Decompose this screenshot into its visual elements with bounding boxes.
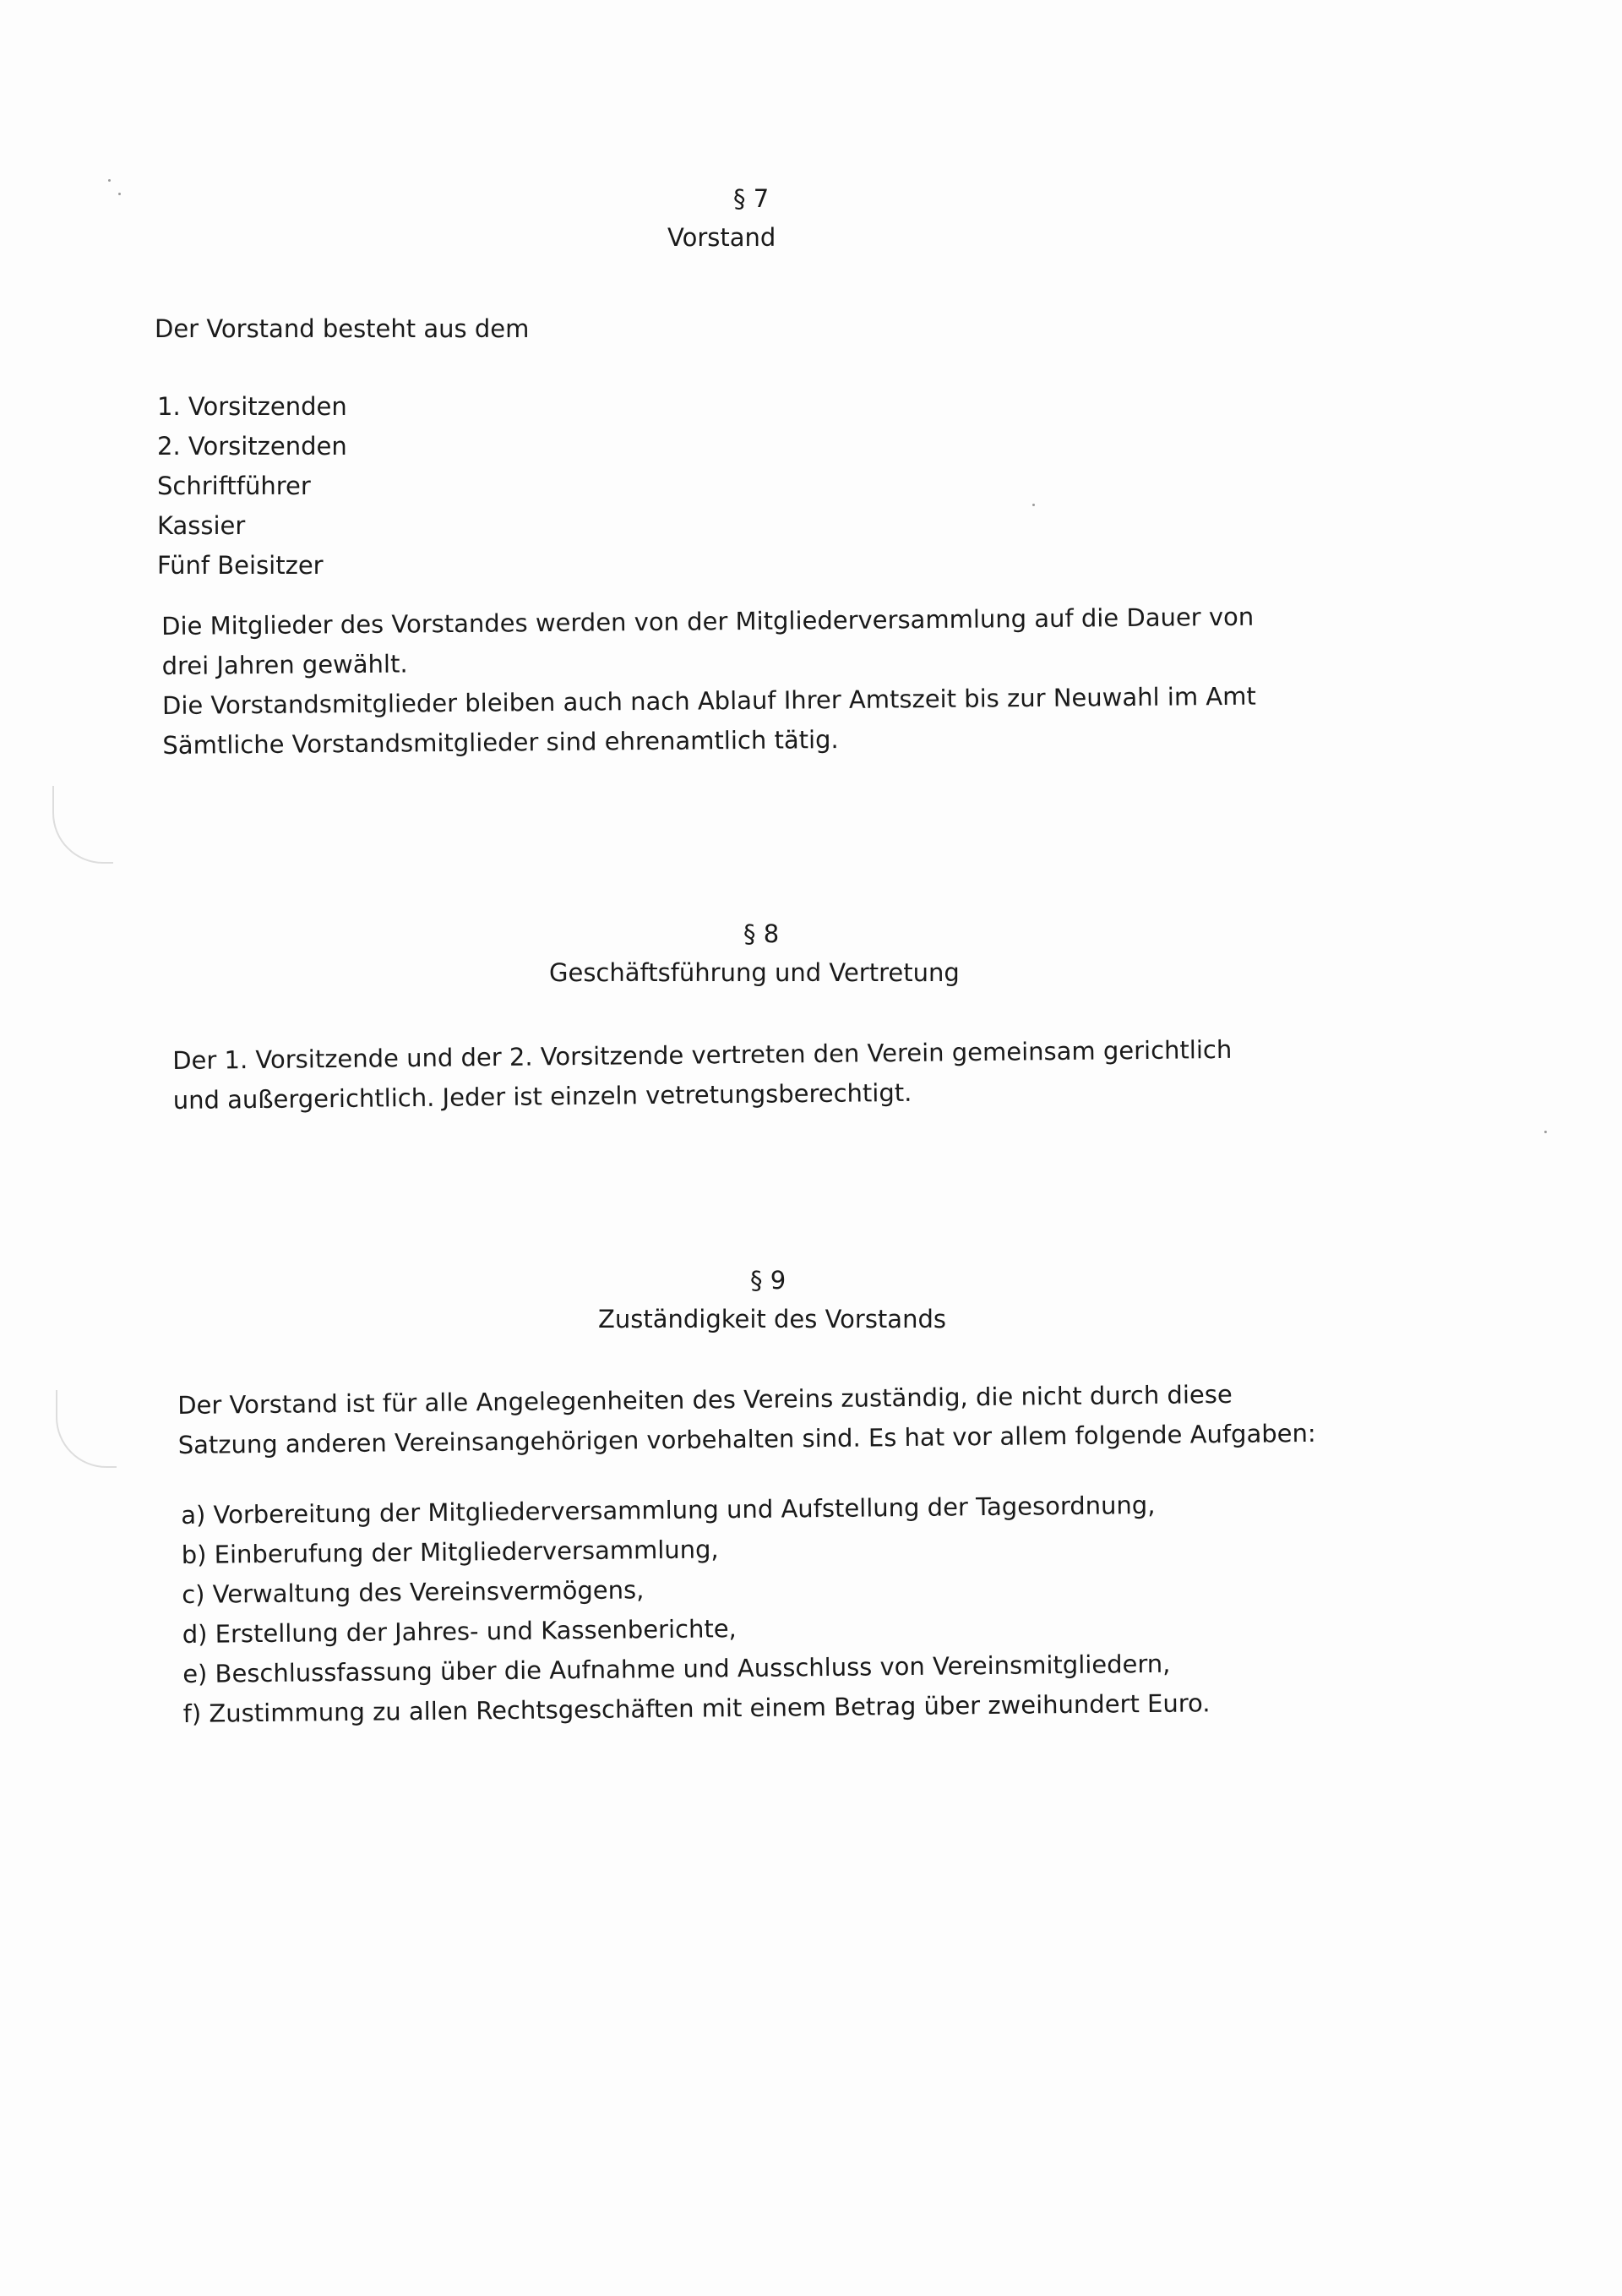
list-item: 2. Vorsitzenden: [157, 432, 347, 461]
section-7-intro: Der Vorstand besteht aus dem: [155, 314, 530, 343]
scan-speck: [118, 193, 121, 195]
punch-hole-shadow: [56, 1390, 117, 1468]
scan-speck: [1544, 1131, 1547, 1133]
board-members-list: [157, 387, 347, 586]
list-item: f) Zustimmung zu allen Rechtsgeschäften mit einem Betrag über zweihundert Euro.: [182, 1688, 1211, 1728]
section-7-paragraph: [161, 597, 1256, 766]
punch-hole-shadow: [52, 786, 113, 864]
list-item: c) Verwaltung des Vereinsvermögens,: [182, 1575, 645, 1609]
section-7-title: Vorstand: [667, 223, 776, 252]
section-9-number: § 9: [750, 1266, 787, 1295]
paragraph-line: Der Vorstand ist für alle Angelegenheiten des Vereins zuständig, die nicht durch diese: [177, 1379, 1233, 1420]
list-item: Kassier: [157, 511, 246, 540]
list-item: Fünf Beisitzer: [157, 551, 324, 580]
tasks-list: [181, 1485, 1211, 1734]
scan-speck: [108, 179, 111, 182]
list-item: 1. Vorsitzenden: [157, 392, 347, 421]
scan-speck: [1032, 504, 1035, 506]
list-item: b) Einberufung der Mitgliederversammlung,: [181, 1535, 719, 1569]
paragraph-line: und außergerichtlich. Jeder ist einzeln vetretungsberechtigt.: [172, 1077, 912, 1115]
paragraph-line: Sämtliche Vorstandsmitglieder sind ehrenamtlich tätig.: [162, 725, 839, 760]
section-7-number: § 7: [733, 184, 770, 213]
paragraph-line: Der 1. Vorsitzende und der 2. Vorsitzende vertreten den Verein gemeinsam gerichtlich: [172, 1034, 1233, 1075]
section-9-title: Zuständigkeit des Vorstands: [598, 1305, 946, 1333]
paragraph-line: Die Vorstandsmitglieder bleiben auch nach Ablauf Ihrer Amtszeit bis zur Neuwahl im Amt: [161, 681, 1256, 720]
list-item: Schriftführer: [157, 472, 311, 500]
paragraph-line: Die Mitglieder des Vorstandes werden von der Mitgliederversammlung auf die Dauer von: [161, 602, 1255, 641]
list-item: a) Vorbereitung der Mitgliederversammlung und Aufstellung der Tagesordnung,: [181, 1490, 1156, 1530]
list-item: d) Erstellung der Jahres- und Kassenberichte,: [182, 1614, 737, 1649]
list-item: e) Beschlussfassung über die Aufnahme und Ausschluss von Vereinsmitgliedern,: [182, 1649, 1171, 1688]
paragraph-line: drei Jahren gewählt.: [161, 649, 408, 680]
section-9-paragraph: [177, 1374, 1316, 1465]
section-8-number: § 8: [743, 919, 780, 948]
section-8-paragraph: [172, 1030, 1233, 1121]
paragraph-line: Satzung anderen Vereinsangehörigen vorbehalten sind. Es hat vor allem folgende Aufgaben:: [177, 1418, 1316, 1459]
section-8-title: Geschäftsführung und Vertretung: [549, 958, 960, 987]
